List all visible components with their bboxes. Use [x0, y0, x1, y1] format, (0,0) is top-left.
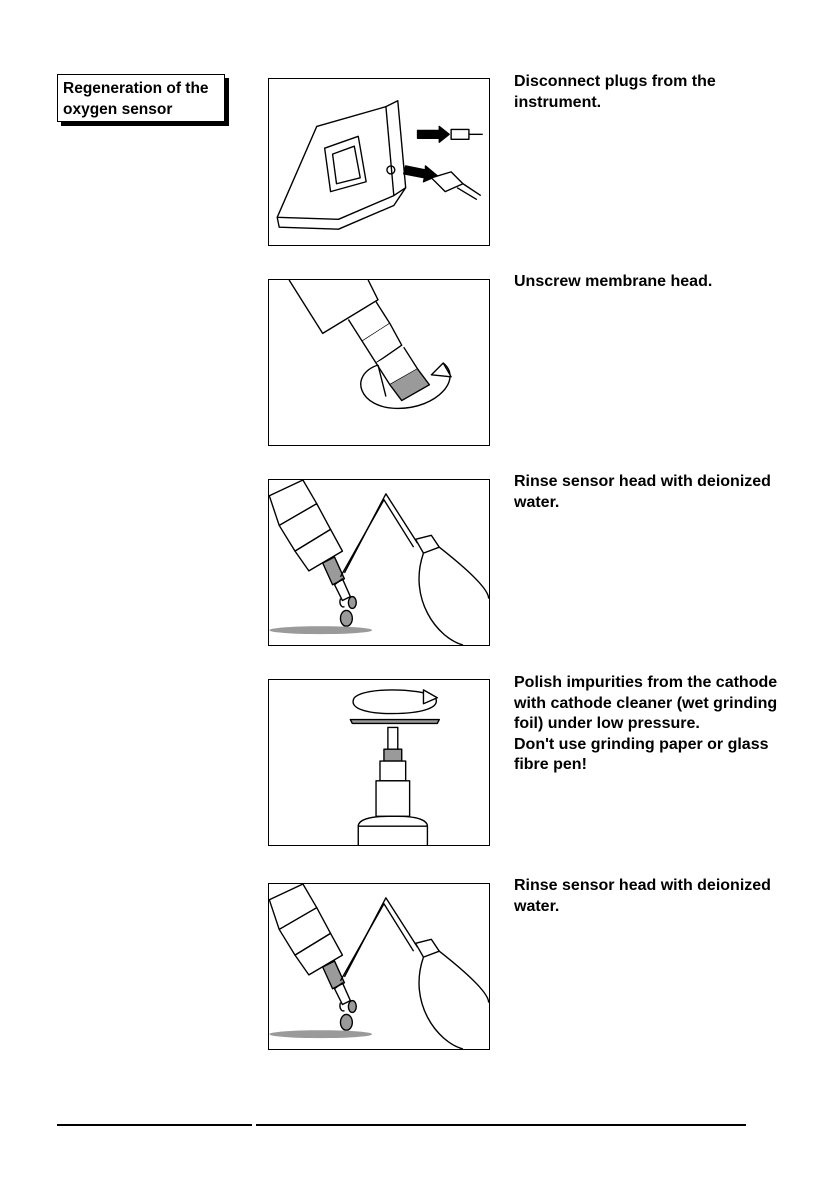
figure-polish-cathode [268, 679, 490, 846]
step-1-line-1: Disconnect plugs from the [514, 73, 716, 90]
step-3-text [514, 472, 814, 513]
section-title-box [57, 74, 225, 122]
step-5-line-2: water. [514, 897, 560, 915]
step-2-text [514, 272, 814, 293]
step-4-line-4: Don't use grinding paper or glass [514, 735, 769, 753]
step-5-line-1: Rinse sensor head with deionized [514, 877, 771, 894]
step-4-line-5: fibre pen! [514, 756, 587, 773]
figure-rinse-sensor-head-again [268, 883, 490, 1050]
figure-unscrew-membrane-head [268, 279, 490, 446]
step-4-text [514, 673, 814, 776]
step-1-text [514, 72, 814, 113]
step-4-line-2: with cathode cleaner (wet grinding [514, 694, 778, 712]
figure-rinse-sensor-head [268, 479, 490, 646]
step-1-line-2: instrument. [514, 93, 602, 111]
step-3-line-1: Rinse sensor head with deionized [514, 473, 771, 490]
section-title-line-2: oxygen sensor [63, 101, 173, 118]
step-4-line-3: foil) under low pressure. [514, 715, 700, 732]
step-5-text [514, 876, 814, 917]
figure-disconnect-plugs [268, 78, 490, 246]
step-4-line-1: Polish impurities from the cathode [514, 674, 778, 691]
footer-rule-left [57, 1124, 252, 1126]
section-title-line-1: Regeneration of the [63, 80, 209, 97]
step-2-line-1: Unscrew membrane head. [514, 273, 713, 290]
step-3-line-2: water. [514, 493, 560, 511]
footer-rule-right [256, 1124, 746, 1126]
